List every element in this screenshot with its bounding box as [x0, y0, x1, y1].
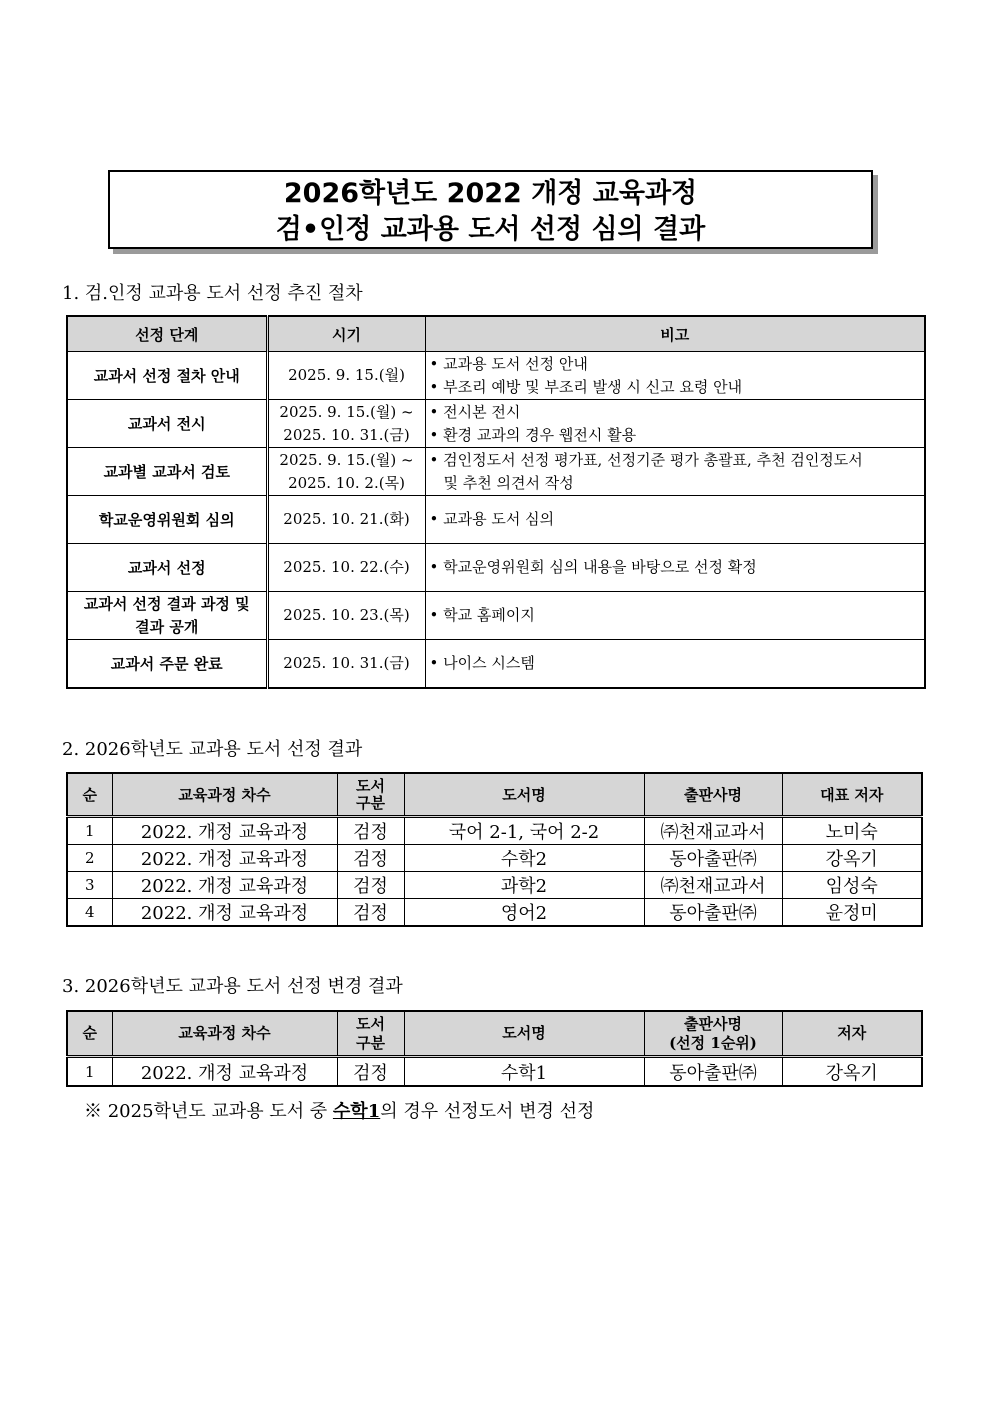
row-publisher: 동아출판㈜: [644, 845, 782, 872]
row-book-type: 검정: [337, 899, 404, 927]
date-cell: [267, 400, 425, 448]
date-cell: 2025. 10. 23.(목): [267, 592, 425, 640]
table-header-row: [67, 1011, 922, 1057]
row-author: 노미숙: [782, 817, 922, 845]
date-cell: [267, 448, 425, 496]
remark-item: • 나이스 시스템: [430, 652, 925, 675]
row-book-title: 영어2: [404, 899, 644, 927]
remark-item: • 교과용 도서 심의: [430, 508, 925, 531]
row-no: 2: [67, 845, 112, 872]
remarks-cell: [425, 448, 925, 496]
remark-item: • 학교운영위원회 심의 내용을 바탕으로 선정 확정: [430, 556, 925, 579]
remark-item: • 부조리 예방 및 부조리 발생 시 신고 요령 안내: [430, 376, 925, 399]
row-publisher: 동아출판㈜: [644, 1057, 782, 1087]
header-book-type-line1: 도서: [356, 776, 385, 795]
row-no: 1: [67, 1057, 112, 1087]
document-title-line1: 2026학년도 2022 개정 교육과정: [283, 178, 698, 209]
row-publisher: 동아출판㈜: [644, 899, 782, 927]
date-cell: 2025. 10. 31.(금): [267, 640, 425, 688]
table-row: [67, 899, 922, 927]
row-book-type: 검정: [337, 817, 404, 845]
remark-item: • 교과용 도서 선정 안내: [430, 353, 925, 376]
document-title-box: [108, 170, 873, 249]
date-end: 2025. 10. 2.(목): [288, 473, 405, 492]
header-book-type-line1: 도서: [356, 1014, 385, 1033]
header-author: 대표 저자: [782, 773, 922, 817]
header-book-type: [337, 1011, 404, 1057]
stage-cell: 교과서 주문 완료: [67, 640, 267, 688]
date-start: 2025. 9. 15.(월) ~: [279, 450, 414, 469]
remark-item-continued: 및 추천 의견서 작성: [443, 473, 574, 492]
header-author: 저자: [782, 1011, 922, 1057]
table-row: [67, 544, 925, 592]
table-row: [67, 400, 925, 448]
remark-item: • 전시본 전시: [430, 401, 925, 424]
header-book-type-line2: 구분: [356, 1033, 385, 1052]
date-end: 2025. 10. 31.(금): [283, 425, 410, 444]
remarks-cell: [425, 400, 925, 448]
row-no: 1: [67, 817, 112, 845]
row-author: 강옥기: [782, 845, 922, 872]
date-start: 2025. 9. 15.(월) ~: [279, 402, 414, 421]
row-author: 강옥기: [782, 1057, 922, 1087]
stage-cell: 교과별 교과서 검토: [67, 448, 267, 496]
header-curriculum: 교육과정 차수: [112, 1011, 337, 1057]
remarks-cell: [425, 352, 925, 400]
table-row: [67, 1057, 922, 1087]
row-curriculum: 2022. 개정 교육과정: [112, 845, 337, 872]
remark-item: • 학교 홈페이지: [430, 604, 925, 627]
row-book-title: 과학2: [404, 872, 644, 899]
header-no: 순: [67, 773, 112, 817]
row-curriculum: 2022. 개정 교육과정: [112, 872, 337, 899]
row-curriculum: 2022. 개정 교육과정: [112, 899, 337, 927]
row-publisher: ㈜천재교과서: [644, 817, 782, 845]
table-row: [67, 817, 922, 845]
header-publisher-line2: (선정 1순위): [669, 1033, 757, 1052]
table-header-row: [67, 316, 925, 352]
row-book-title: 국어 2-1, 국어 2-2: [404, 817, 644, 845]
header-curriculum: 교육과정 차수: [112, 773, 337, 817]
row-curriculum: 2022. 개정 교육과정: [112, 1057, 337, 1087]
footnote: [84, 1097, 594, 1123]
header-no: 순: [67, 1011, 112, 1057]
row-book-type: 검정: [337, 872, 404, 899]
footnote-highlight: 수학1: [332, 1101, 381, 1122]
stage-cell: 교과서 선정 절차 안내: [67, 352, 267, 400]
selection-result-table: [66, 772, 923, 927]
document-title-line2: 검•인정 교과용 도서 선정 심의 결과: [275, 214, 706, 245]
stage-cell: [67, 592, 267, 640]
row-author: 임성숙: [782, 872, 922, 899]
header-stage: 선정 단계: [67, 316, 267, 352]
section1-heading: 1. 검.인정 교과용 도서 선정 추진 절차: [62, 283, 363, 304]
table-row: [67, 592, 925, 640]
remark-item: • 검인정도서 선정 평가표, 선정기준 평가 총괄표, 추천 검인정도서: [430, 449, 925, 472]
header-book-title: 도서명: [404, 773, 644, 817]
selection-change-table: [66, 1010, 923, 1087]
header-period: 시기: [267, 316, 425, 352]
row-book-type: 검정: [337, 1057, 404, 1087]
stage-cell: 교과서 전시: [67, 400, 267, 448]
row-no: 3: [67, 872, 112, 899]
section2-heading: 2. 2026학년도 교과용 도서 선정 결과: [62, 739, 363, 760]
table-row: [67, 640, 925, 688]
section3-heading: 3. 2026학년도 교과용 도서 선정 변경 결과: [62, 976, 403, 997]
header-publisher-line1: 출판사명: [684, 1014, 742, 1033]
table-row: [67, 845, 922, 872]
row-curriculum: 2022. 개정 교육과정: [112, 817, 337, 845]
row-book-title: 수학2: [404, 845, 644, 872]
remarks-cell: [425, 592, 925, 640]
table-row: [67, 352, 925, 400]
row-book-title: 수학1: [404, 1057, 644, 1087]
header-publisher: [644, 1011, 782, 1057]
header-book-title: 도서명: [404, 1011, 644, 1057]
header-remarks: 비고: [425, 316, 925, 352]
table-row: [67, 448, 925, 496]
remarks-cell: [425, 544, 925, 592]
row-publisher: ㈜천재교과서: [644, 872, 782, 899]
stage-cell: 학교운영위원회 심의: [67, 496, 267, 544]
date-cell: 2025. 10. 22.(수): [267, 544, 425, 592]
footnote-prefix: ※ 2025학년도 교과용 도서 중: [84, 1101, 333, 1122]
stage-line1: 교과서 선정 결과 과정 및: [83, 594, 250, 613]
header-book-type-line2: 구분: [356, 793, 385, 812]
table-row: [67, 872, 922, 899]
row-author: 윤정미: [782, 899, 922, 927]
table-row: [67, 496, 925, 544]
table-header-row: [67, 773, 922, 817]
header-book-type: [337, 773, 404, 817]
date-cell: 2025. 9. 15.(월): [267, 352, 425, 400]
row-no: 4: [67, 899, 112, 927]
remarks-cell: [425, 640, 925, 688]
stage-cell: 교과서 선정: [67, 544, 267, 592]
row-book-type: 검정: [337, 845, 404, 872]
procedure-table: [66, 315, 926, 689]
stage-line2: 결과 공개: [135, 617, 199, 636]
remarks-cell: [425, 496, 925, 544]
footnote-suffix: 의 경우 선정도서 변경 선정: [380, 1101, 595, 1122]
header-publisher: 출판사명: [644, 773, 782, 817]
remark-item: • 환경 교과의 경우 웹전시 활용: [430, 424, 925, 447]
date-cell: 2025. 10. 21.(화): [267, 496, 425, 544]
